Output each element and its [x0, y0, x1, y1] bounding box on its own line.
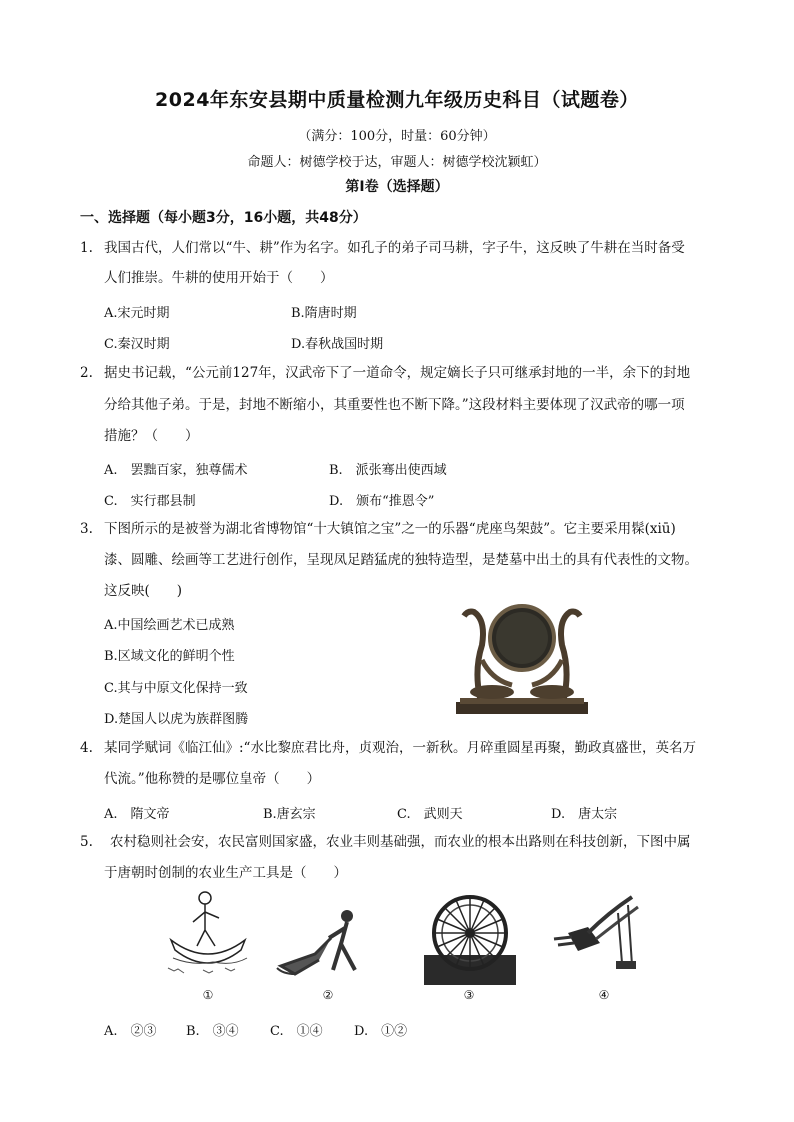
question-5-option-a[interactable]: A. ②③	[104, 1024, 157, 1039]
figure-2-label: ②	[322, 988, 334, 1002]
question-5-option-b[interactable]: B. ③④	[186, 1024, 239, 1039]
exam-info-authors: 命题人：树德学校于达，审题人：树德学校沈颖虹）	[247, 155, 547, 170]
tiger-bird-drum-image	[452, 600, 592, 718]
question-4-option-b[interactable]: B.唐玄宗	[263, 807, 316, 822]
question-2-option-d[interactable]: D. 颁布“推恩令”	[329, 494, 435, 509]
question-3-option-b[interactable]: B.区域文化的鲜明个性	[104, 649, 235, 664]
question-2-line-3: 措施？（ ）	[104, 428, 199, 444]
section-heading: 一、选择题（每小题3分，16小题，共48分）	[80, 210, 367, 226]
question-4-option-a[interactable]: A. 隋文帝	[104, 807, 170, 822]
question-5-line-1: 农村稳则社会安，农民富则国家盛，农业丰则基础强，而农业的根本出路则在科技创新，下图中属	[110, 834, 691, 850]
figure-3-label: ③	[463, 988, 475, 1002]
question-2-line-1: 据史书记载，“公元前127年，汉武帝下了一道命令，规定嫡长子只可继承封地的一半，余下的封地	[104, 365, 691, 381]
question-2-option-a[interactable]: A. 罢黜百家，独尊儒术	[104, 463, 248, 478]
question-4-option-c[interactable]: C. 武则天	[397, 807, 463, 822]
question-4-number: 4.	[80, 740, 93, 756]
farm-tool-figure-1	[163, 888, 253, 980]
exam-title: 2024年东安县期中质量检测九年级历史科目（试题卷）	[155, 89, 639, 111]
question-5-number: 5.	[80, 834, 93, 850]
question-1-number: 1.	[80, 240, 93, 256]
question-1-option-a[interactable]: A.宋元时期	[104, 306, 170, 321]
question-5-option-d[interactable]: D. ①②	[354, 1024, 408, 1039]
question-3-line-2: 漆、圆雕、绘画等工艺进行创作，呈现凤足踏猛虎的独特造型，是楚墓中出土的具有代表性的文物。	[104, 552, 698, 568]
question-4-option-d[interactable]: D. 唐太宗	[551, 807, 618, 822]
question-2-option-c[interactable]: C. 实行郡县制	[104, 494, 196, 509]
question-1-option-d[interactable]: D.春秋战国时期	[291, 337, 384, 352]
farm-tool-figure-3	[420, 893, 520, 988]
question-2-number: 2.	[80, 365, 93, 381]
question-5-line-2: 于唐朝时创制的农业生产工具是（ ）	[104, 865, 347, 881]
question-3-option-c[interactable]: C.其与中原文化保持一致	[104, 681, 248, 696]
question-3-number: 3.	[80, 521, 93, 537]
question-5-option-c[interactable]: C. ①④	[270, 1024, 323, 1039]
question-3-line-3: 这反映( )	[104, 583, 183, 599]
part-heading: 第Ⅰ卷（选择题）	[345, 179, 449, 195]
question-3-option-d[interactable]: D.楚国人以虎为族群图腾	[104, 712, 249, 727]
question-3-option-a[interactable]: A.中国绘画艺术已成熟	[104, 618, 235, 633]
exam-info-score: （满分：100分，时量：60分钟）	[298, 129, 496, 144]
question-1-line-2: 人们推崇。牛耕的使用开始于（ ）	[104, 270, 334, 286]
question-4-line-1: 某同学赋词《临江仙》:“水比黎庶君比舟，贞观治，一新秋。月碎重圆星再聚，勤政真盛世，英名万	[104, 740, 696, 756]
figure-1-label: ①	[202, 988, 214, 1002]
farm-tool-figure-2	[275, 908, 380, 980]
question-1-option-c[interactable]: C.秦汉时期	[104, 337, 170, 352]
question-1-line-1: 我国古代，人们常以“牛、耕”作为名字。如孔子的弟子司马耕，字子牛，这反映了牛耕在当时备受	[104, 240, 685, 256]
question-2-line-2: 分给其他子弟。于是，封地不断缩小，其重要性也不断下降。”这段材料主要体现了汉武帝的哪一项	[104, 397, 685, 413]
question-1-option-b[interactable]: B.隋唐时期	[291, 306, 357, 321]
question-3-line-1: 下图所示的是被誉为湖北省博物馆“十大镇馆之宝”之一的乐器“虎座鸟架鼓”。它主要采用髹(xiū)	[104, 521, 676, 537]
farm-tool-figure-4	[548, 893, 643, 978]
question-4-line-2: 代流。”他称赞的是哪位皇帝（ ）	[104, 771, 321, 787]
question-2-option-b[interactable]: B. 派张骞出使西域	[329, 463, 447, 478]
figure-4-label: ④	[598, 988, 610, 1002]
